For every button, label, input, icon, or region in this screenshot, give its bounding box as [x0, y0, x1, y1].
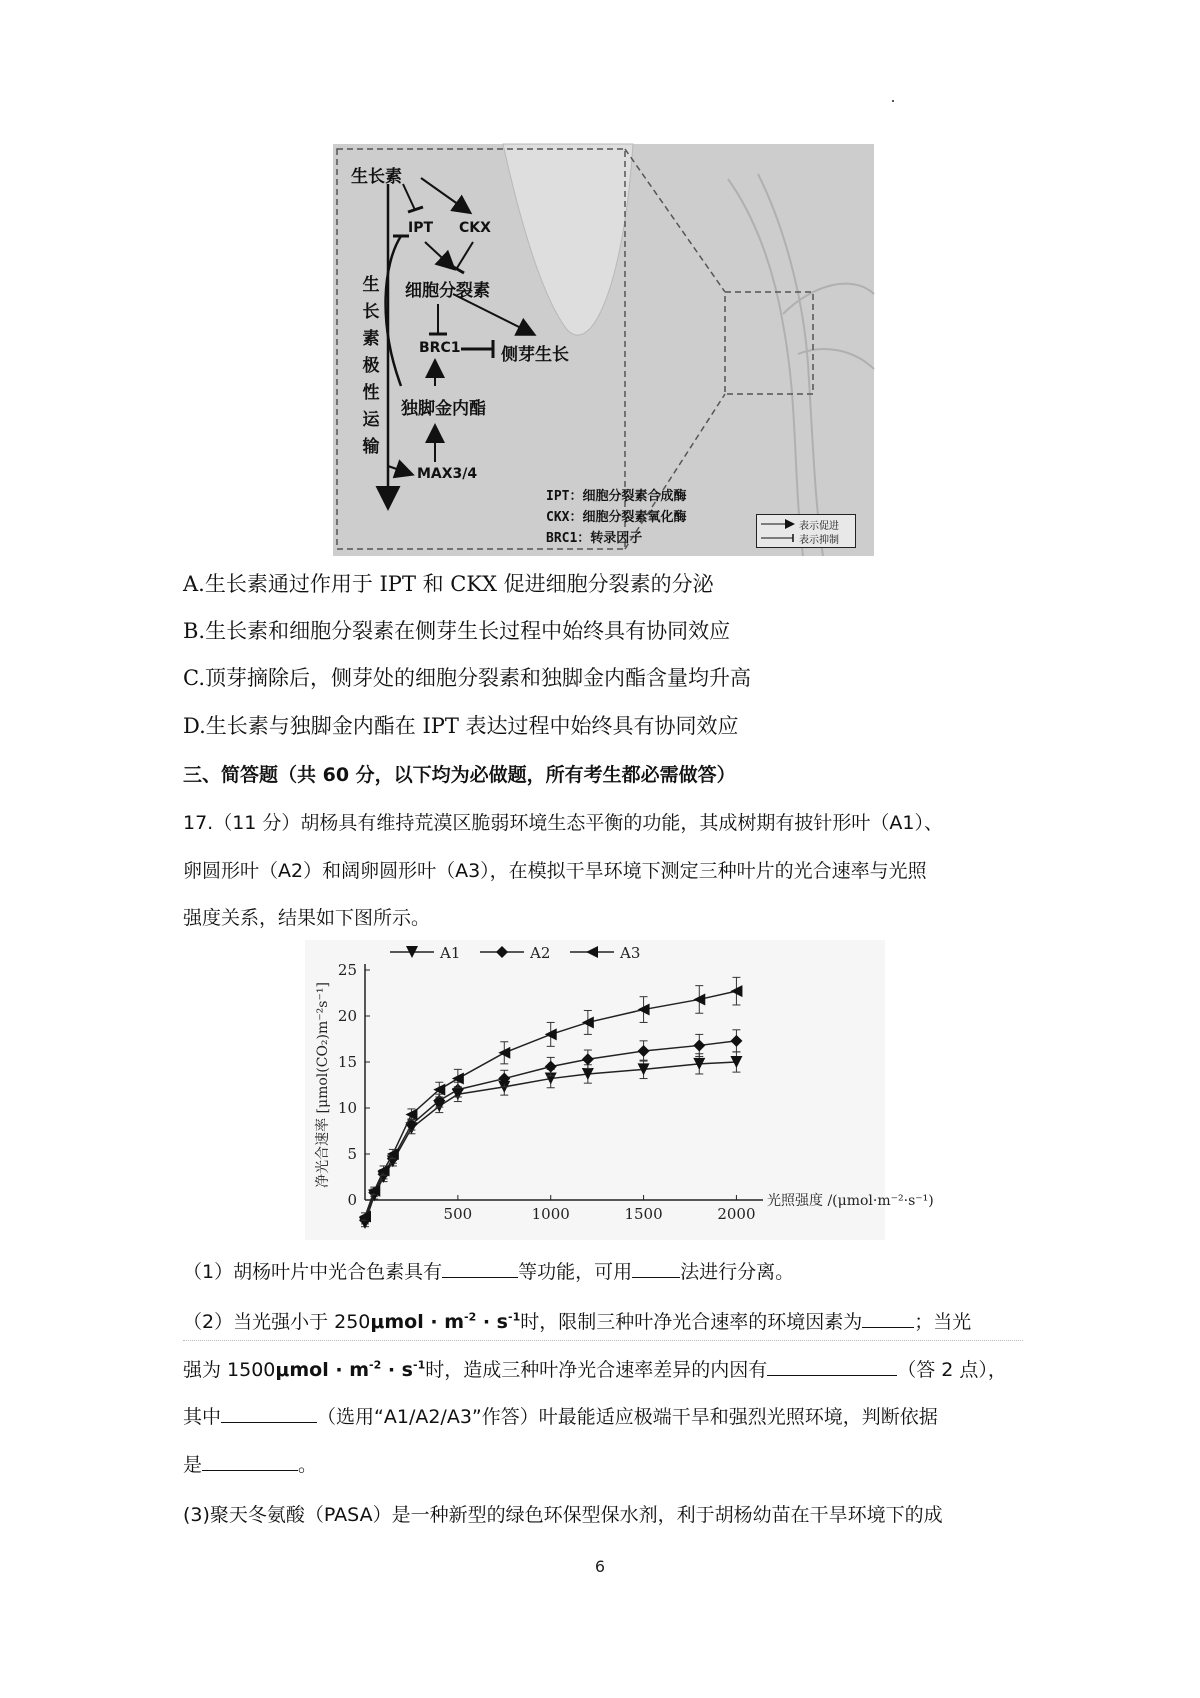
q17-sub2-line4 — [183, 1450, 317, 1477]
sub2-text-g: 其中 — [183, 1406, 222, 1428]
polar-transport-label — [360, 272, 382, 461]
sub2-text-a: （2）当光强小于 250 — [183, 1311, 371, 1333]
q17-line2: 卵圆形叶（A2）和阔卵圆形叶（A3），在模拟干旱环境下测定三种叶片的光合速率与光照 — [183, 860, 927, 882]
q17-sub2-line3 — [183, 1402, 938, 1429]
option-a: A.生长素通过作用于 IPT 和 CKX 促进细胞分裂素的分泌 — [183, 572, 714, 596]
polar-char: 长 — [362, 302, 380, 322]
q17-sub3: (3)聚天冬氨酸（PASA）是一种新型的绿色环保型保水剂，利于胡杨幼苗在干旱环境下的成 — [183, 1504, 943, 1526]
q17-sub2-line2 — [183, 1355, 1007, 1382]
option-b: B.生长素和细胞分裂素在侧芽生长过程中始终具有协同效应 — [183, 619, 731, 643]
unit-text: μmol · m — [275, 1359, 369, 1381]
q17-line1: 17.（11 分）胡杨具有维持荒漠区脆弱环境生态平衡的功能，其成树期有披针形叶（A1）、 — [183, 812, 944, 834]
y-tick-label: 20 — [337, 1007, 357, 1025]
legend-label: A2 — [530, 944, 551, 962]
answer-blank[interactable] — [767, 1355, 897, 1376]
hormone-diagram — [333, 144, 874, 556]
photosynthesis-chart — [305, 940, 934, 1240]
sub1-text-b: 等功能，可用 — [518, 1261, 633, 1283]
auxin-label: 生长素 — [351, 167, 402, 187]
unit-text: · s — [381, 1359, 413, 1381]
option-d: D.生长素与独脚金内酯在 IPT 表达过程中始终具有协同效应 — [183, 714, 739, 738]
x-tick-label: 1000 — [531, 1205, 570, 1223]
q17-line3: 强度关系，结果如下图所示。 — [183, 907, 431, 929]
abbreviation-notes — [546, 486, 686, 549]
answer-blank[interactable] — [862, 1307, 914, 1328]
y-tick-label: 5 — [347, 1145, 357, 1163]
page-number: 6 — [594, 1557, 606, 1576]
polar-char: 素 — [362, 329, 380, 349]
legend-promote: 表示促进 — [799, 521, 839, 532]
polar-char: 性 — [362, 383, 380, 403]
abbr-brc1: BRC1：转录因子 — [546, 531, 643, 546]
x-axis-label: 光照强度 /(μmol·m⁻²·s⁻¹) — [767, 1193, 934, 1209]
sub2-text-d: 强为 1500 — [183, 1359, 276, 1381]
y-axis-label: 净光合速率 [μmol(CO₂)m⁻²s⁻¹] — [315, 982, 331, 1188]
y-tick-label: 10 — [337, 1099, 357, 1117]
answer-blank[interactable] — [221, 1402, 317, 1423]
diagram-legend — [756, 514, 856, 548]
ipt-label: IPT — [408, 220, 434, 236]
y-tick-label: 0 — [347, 1191, 357, 1209]
answer-blank[interactable] — [632, 1257, 680, 1278]
data-point-a2 — [730, 1035, 742, 1047]
legend-marker — [586, 946, 598, 958]
x-tick-label: 500 — [443, 1205, 473, 1223]
legend-inhibit: 表示抑制 — [799, 535, 839, 546]
chart-svg — [305, 940, 934, 1240]
legend-marker — [496, 946, 508, 958]
data-point-a2 — [638, 1045, 650, 1057]
abbr-ckx: CKX：细胞分裂素氧化酶 — [546, 510, 687, 525]
data-point-a2 — [582, 1053, 594, 1065]
unit-exp: -2 — [464, 1310, 477, 1324]
answer-blank[interactable] — [442, 1257, 518, 1278]
speck — [892, 100, 894, 102]
strigolactone-label: 独脚金内酯 — [401, 399, 486, 419]
polar-char: 生 — [362, 275, 380, 295]
sub2-text-h: （选用“A1/A2/A3”作答）叶最能适应极端干旱和强烈光照环境，判断依据 — [317, 1406, 938, 1428]
sub1-text-c: 法进行分离。 — [680, 1261, 795, 1283]
lateral-bud-label: 侧芽生长 — [501, 345, 569, 365]
unit-exp: -2 — [369, 1358, 382, 1372]
legend-label: A3 — [620, 944, 641, 962]
polar-char: 运 — [362, 410, 380, 430]
legend-label: A1 — [440, 944, 461, 962]
unit-text: · s — [476, 1311, 508, 1333]
sub2-text-e: 时，造成三种叶净光合速率差异的内因有 — [425, 1359, 768, 1381]
unit-exp: -1 — [413, 1358, 426, 1372]
max-label: MAX3/4 — [417, 466, 478, 482]
data-point-a2 — [545, 1061, 557, 1073]
sub2-text-i: 是 — [183, 1454, 203, 1476]
sub2-text-c: ；当光 — [914, 1311, 972, 1333]
unit-exp: -1 — [508, 1310, 521, 1324]
dotted-rule — [183, 1340, 1023, 1341]
x-tick-label: 2000 — [717, 1205, 756, 1223]
data-point-a2 — [693, 1039, 705, 1051]
section-header: 三、简答题（共 60 分，以下均为必做题，所有考生都必需做答） — [183, 764, 736, 786]
option-c: C.顶芽摘除后，侧芽处的细胞分裂素和独脚金内酯含量均升高 — [183, 666, 751, 690]
polar-char: 极 — [362, 356, 380, 376]
answer-blank[interactable] — [202, 1450, 298, 1471]
unit-text: μmol · m — [370, 1311, 464, 1333]
sub2-text-f: （答 2 点）， — [897, 1359, 1007, 1381]
q17-sub2-line1 — [183, 1307, 971, 1334]
y-tick-label: 25 — [337, 961, 357, 979]
cytokinin-label: 细胞分裂素 — [405, 281, 490, 301]
abbr-ipt: IPT：细胞分裂素合成酶 — [546, 489, 687, 504]
ckx-label: CKX — [459, 220, 491, 236]
sub2-text-j: 。 — [298, 1454, 318, 1476]
q17-sub1 — [183, 1257, 794, 1284]
sub2-text-b: 时，限制三种叶净光合速率的环境因素为 — [520, 1311, 863, 1333]
brc1-label: BRC1 — [419, 340, 461, 356]
x-tick-label: 1500 — [624, 1205, 663, 1223]
polar-char: 输 — [362, 437, 380, 457]
y-tick-label: 15 — [337, 1053, 357, 1071]
sub1-text-a: （1）胡杨叶片中光合色素具有 — [183, 1261, 443, 1283]
